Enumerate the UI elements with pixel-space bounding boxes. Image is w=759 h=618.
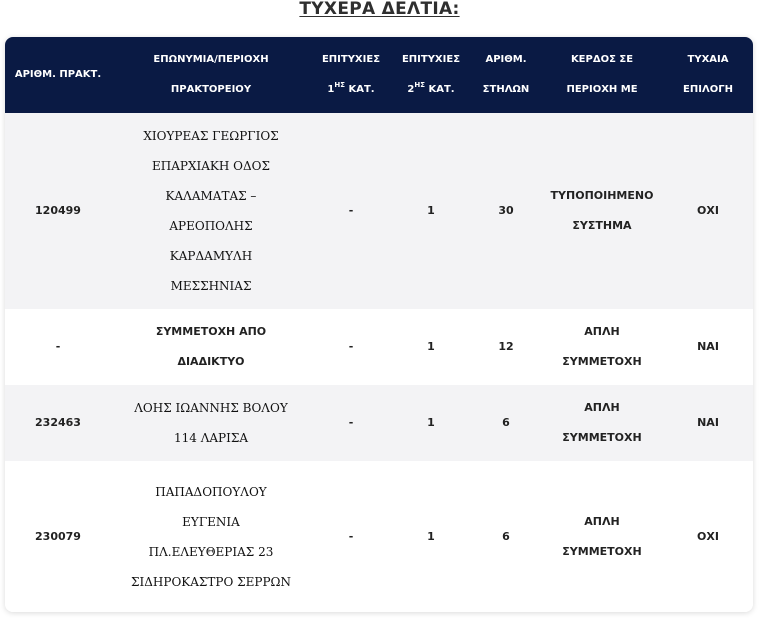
cell-agency-no: 120499: [35, 204, 81, 217]
cell-name-area: ΠΑΠΑΔΟΠΟΥΛΟΥ ΕΥΓΕΝΙΑ ΠΛ.ΕΛΕΥΘΕΡΙΑΣ 23 ΣΙΔΗΡΟΚΑΣΤΡΟ ΣΕΡΡΩΝ: [131, 484, 291, 589]
cell-columns: 6: [502, 416, 510, 429]
table-row: [5, 385, 753, 461]
cell-columns: 12: [498, 340, 514, 353]
cell-profit: ΑΠΛΗ ΣΥΜΜΕΤΟΧΗ: [562, 514, 642, 558]
table-header-row: [5, 37, 753, 113]
cell-random-pick: ΟΧΙ: [697, 529, 719, 543]
winning-tickets-table: [5, 37, 753, 612]
cell-name-area: ΛΟΗΣ ΙΩΑΝΝΗΣ ΒΟΛΟΥ 114 ΛΑΡΙΣΑ: [134, 401, 288, 445]
cell-random-pick: ΟΧΙ: [697, 204, 719, 217]
cell-profit: ΑΠΛΗ ΣΥΜΜΕΤΟΧΗ: [562, 401, 642, 444]
cell-wins-2nd: 1: [427, 416, 435, 429]
header-columns: ΑΡΙΘΜ. ΣΤΗΛΩΝ: [482, 54, 530, 95]
cell-wins-1st: -: [348, 416, 354, 429]
cell-profit: ΤΥΠΟΠΟΙΗΜΕΝΟ ΣΥΣΤΗΜΑ: [550, 189, 654, 232]
cell-wins-1st: -: [348, 340, 354, 353]
table-row: [5, 113, 753, 309]
cell-wins-2nd: 1: [427, 204, 435, 217]
cell-agency-no: -: [55, 340, 61, 353]
cell-agency-no: 232463: [35, 416, 81, 429]
header-wins-2nd: ΕΠΙΤΥΧΙΕΣ $2^{H\Sigma}$ ΚΑΤ.: [401, 54, 461, 95]
table-row: [5, 461, 753, 612]
header-profit: ΚΕΡΔΟΣ ΣΕ ΠΕΡΙΟΧΗ ΜΕ: [566, 54, 638, 95]
cell-wins-2nd: 1: [427, 529, 435, 543]
winning-tickets-table-card: [5, 37, 753, 612]
cell-name-area: ΣΥΜΜΕΤΟΧΗ ΑΠΟ ΔΙΑΔΙΚΤΥΟ: [155, 325, 267, 368]
cell-wins-1st: -: [348, 529, 354, 543]
header-name-area: ΕΠΩΝΥΜΙΑ/ΠΕΡΙΟΧΗ ΠΡΑΚΤΟΡΕΙΟΥ: [153, 54, 269, 95]
cell-wins-1st: -: [348, 204, 354, 217]
header-wins-1st: ΕΠΙΤΥΧΙΕΣ $1^{H\Sigma}$ ΚΑΤ.: [321, 54, 381, 95]
cell-columns: 30: [498, 204, 514, 217]
table-row: [5, 309, 753, 385]
cell-name-area: ΧΙΟΥΡΕΑΣ ΓΕΩΡΓΙΟΣ ΕΠΑΡΧΙΑΚΗ ΟΔΟΣ ΚΑΛΑΜΑΤΑΣ – ΑΡΕΟΠΟΛΗΣ ΚΑΡΔΑΜΥΛΗ ΜΕΣΣΗΝΙΑΣ: [143, 129, 279, 293]
cell-agency-no: 230079: [35, 529, 81, 543]
cell-columns: 6: [502, 529, 510, 543]
page-title: ΤΥΧΕΡΑ ΔΕΛΤΙΑ:: [299, 0, 460, 19]
header-agency-no: ΑΡΙΘΜ. ΠΡΑΚΤ.: [14, 69, 102, 80]
cell-random-pick: ΝΑΙ: [697, 340, 719, 353]
cell-random-pick: ΝΑΙ: [697, 416, 719, 429]
header-random-pick: ΤΥΧΑΙΑ ΕΠΙΛΟΓΗ: [683, 54, 733, 95]
cell-wins-2nd: 1: [427, 340, 435, 353]
cell-profit: ΑΠΛΗ ΣΥΜΜΕΤΟΧΗ: [562, 325, 642, 368]
